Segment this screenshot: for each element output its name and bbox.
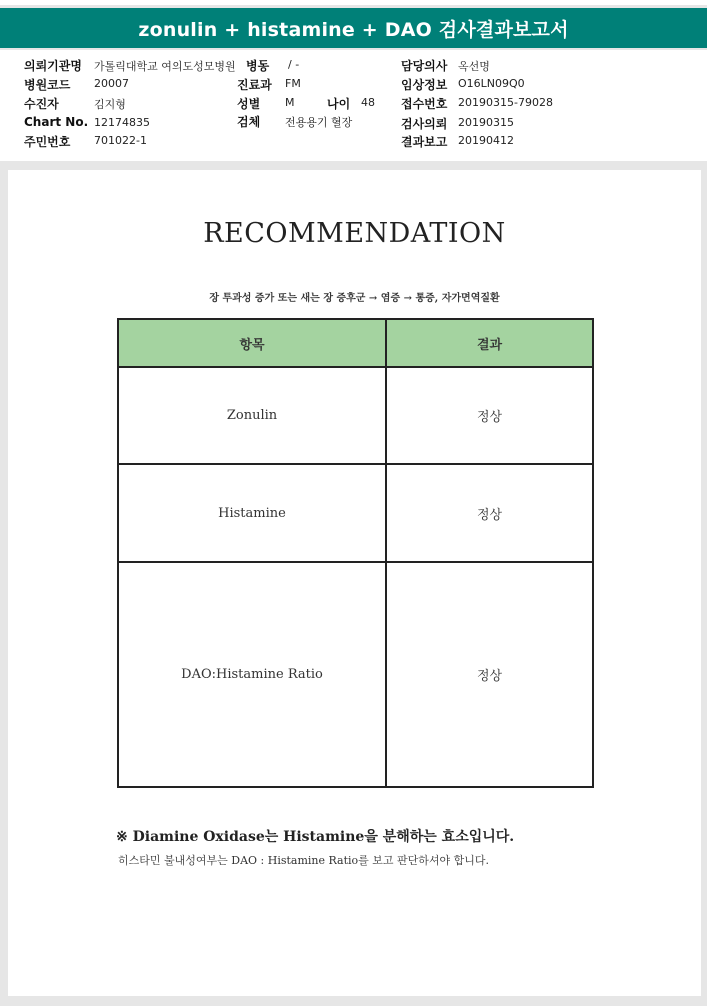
- ward-label: 병동: [246, 59, 270, 73]
- header-item: 항목: [118, 319, 386, 367]
- age-label: 나이: [327, 97, 351, 111]
- clinical-info-label: 임상정보: [401, 78, 448, 92]
- sex-value: M: [285, 96, 295, 109]
- request-date-label: 검사의뢰: [401, 117, 448, 131]
- receipt-no-value: 20190315-79028: [458, 96, 553, 109]
- doctor-value: 옥선명: [458, 60, 490, 73]
- table-row: [118, 367, 593, 464]
- results-table: [117, 318, 594, 788]
- row-item-histamine: Histamine: [118, 464, 386, 562]
- department-value: FM: [285, 77, 301, 90]
- table-header-row: [118, 319, 593, 367]
- chart-no-label: Chart No.: [24, 115, 89, 129]
- hospital-code-label: 병원코드: [24, 78, 71, 92]
- row-item-ratio: DAO:Histamine Ratio: [118, 562, 386, 787]
- report-date-value: 20190412: [458, 134, 514, 147]
- specimen-label: 검체: [237, 115, 261, 129]
- patient-label: 수진자: [24, 97, 59, 111]
- sex-label: 성별: [237, 97, 261, 111]
- report-title: zonulin + histamine + DAO 검사결과보고서: [0, 8, 707, 48]
- resident-no-label: 주민번호: [24, 135, 71, 149]
- ward-value: / -: [288, 58, 300, 71]
- row-result-ratio: 정상: [386, 562, 593, 787]
- chart-no-value: 12174835: [94, 116, 150, 129]
- note-dao: ※ Diamine Oxidase는 Histamine을 분해하는 효소입니다.: [116, 829, 515, 845]
- table-row: [118, 464, 593, 562]
- row-result-histamine: 정상: [386, 464, 593, 562]
- patient-value: 김지형: [94, 98, 126, 111]
- specimen-value: 전용용기 혈장: [285, 116, 353, 129]
- age-value: 48: [361, 96, 375, 109]
- row-result-zonulin: 정상: [386, 367, 593, 464]
- resident-no-value: 701022-1: [94, 134, 147, 147]
- patient-info-panel: [0, 50, 707, 161]
- recommendation-title: RECOMMENDATION: [203, 218, 506, 249]
- request-date-value: 20190315: [458, 116, 514, 129]
- hospital-code-value: 20007: [94, 77, 129, 90]
- report-page: [8, 170, 701, 996]
- institution-label: 의뢰기관명: [24, 59, 82, 73]
- header-result: 결과: [386, 319, 593, 367]
- institution-value: 가톨릭대학교 여의도성모병원: [94, 60, 236, 73]
- doctor-label: 담당의사: [401, 59, 448, 73]
- window-top-border: [0, 0, 707, 5]
- note-histamine-intolerance: 히스타민 불내성여부는 DAO : Histamine Ratio를 보고 판단하셔야 합니다.: [118, 854, 490, 867]
- department-label: 진료과: [237, 78, 272, 92]
- row-item-zonulin: Zonulin: [118, 367, 386, 464]
- receipt-no-label: 접수번호: [401, 97, 448, 111]
- clinical-info-value: O16LN09Q0: [458, 77, 525, 90]
- recommendation-subtitle: 장 투과성 증가 또는 새는 장 증후군 → 염증 → 통증, 자가면역질환: [209, 293, 500, 304]
- report-date-label: 결과보고: [401, 135, 448, 149]
- table-row: [118, 562, 593, 787]
